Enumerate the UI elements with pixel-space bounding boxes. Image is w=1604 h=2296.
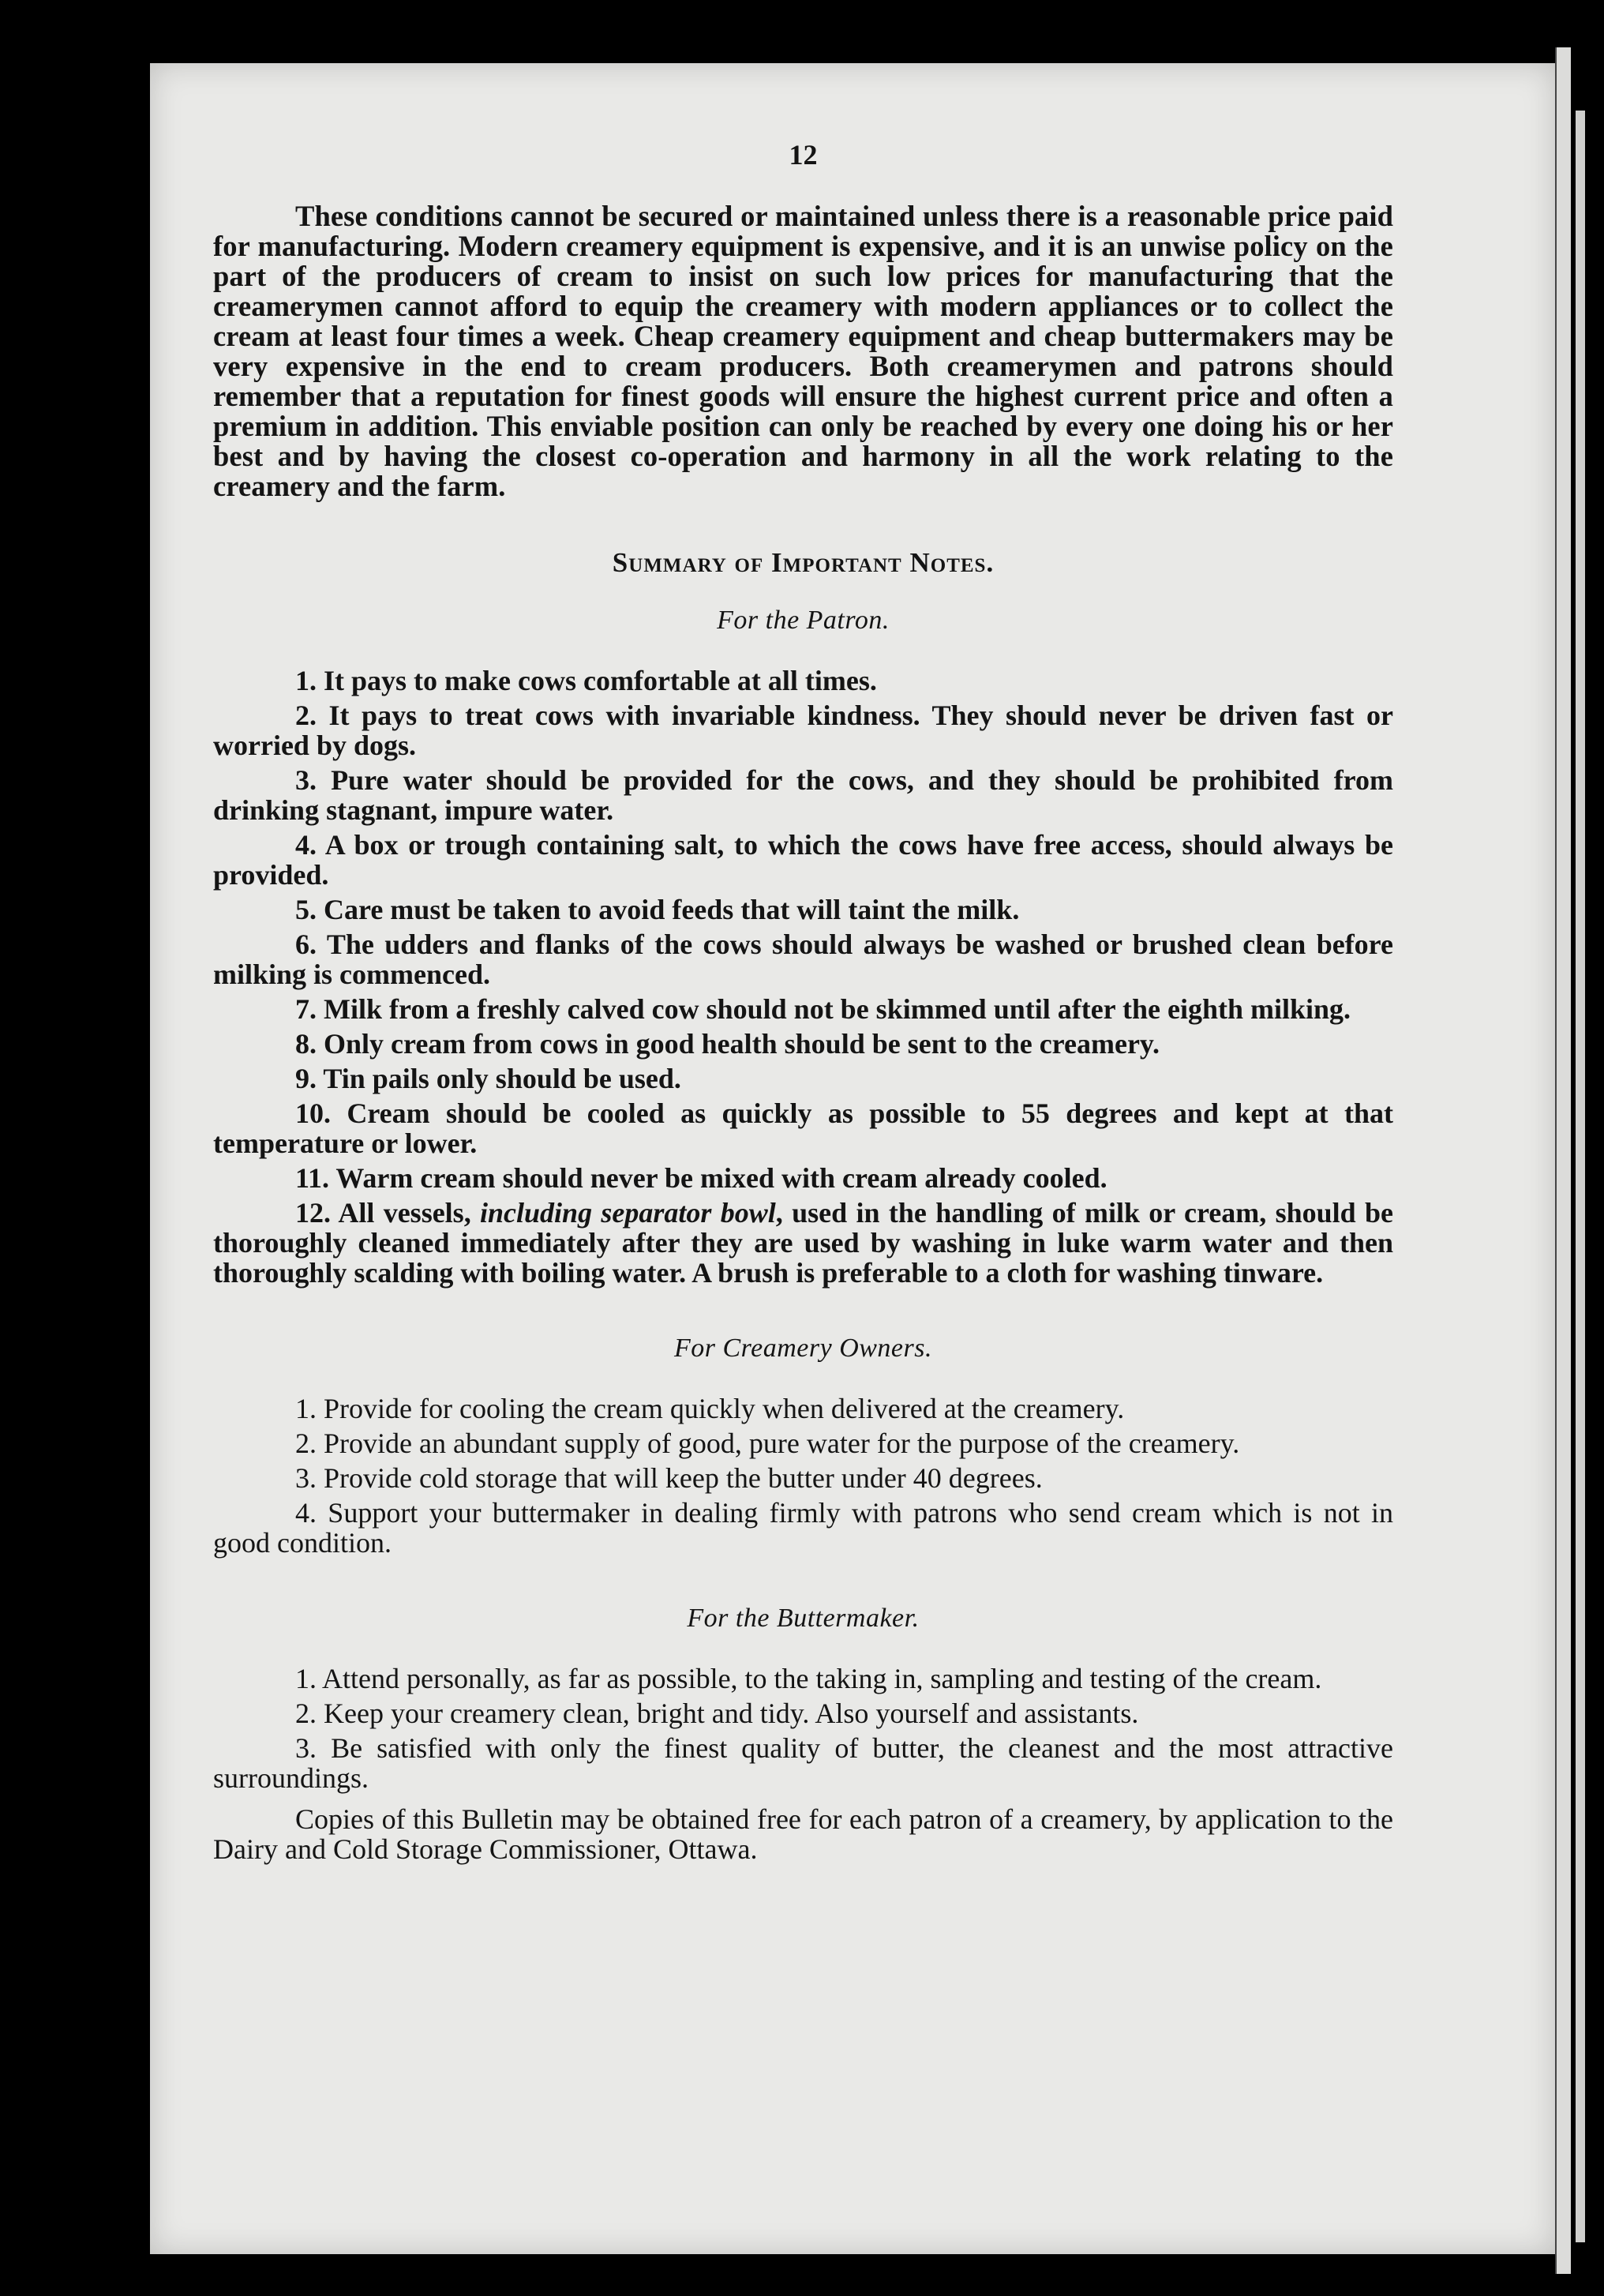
item-text: Be satisfied with only the finest quality of butter, the cleanest and the most attractive surroundings. [213, 1732, 1394, 1794]
list-item [213, 1064, 1393, 1094]
item-text-start: All vessels, [338, 1197, 481, 1229]
item-number: 9. [295, 1063, 317, 1094]
item-text-end: , used in the handling of milk or cream, should be thoroughly cleaned immediately after they are used by washing in luke warm water and then thoroughly scalding with boiling water. A brush is preferable to a cloth for washing tinware. [213, 1197, 1394, 1289]
list-item [213, 895, 1393, 925]
item-number: 3. [295, 1462, 317, 1494]
item-text: Care must be taken to avoid feeds that will taint the milk. [324, 894, 1020, 925]
list-item [213, 830, 1393, 890]
page-number: 12 [789, 139, 818, 171]
page-edge [1555, 47, 1571, 2274]
closing-paragraph: Copies of this Bulletin may be obtained free for each patron of a creamery, by application to the Dairy and Cold Storage Commissioner, Ottawa. [213, 1803, 1393, 1865]
document-page [150, 63, 1555, 2254]
item-number: 1. [295, 1393, 317, 1424]
list-item [213, 1098, 1393, 1158]
item-text: Keep your creamery clean, bright and tidy. Also yourself and assistants. [324, 1698, 1139, 1729]
list-item [213, 1498, 1393, 1558]
list-item [213, 1198, 1393, 1288]
list-item [213, 1698, 1393, 1728]
item-text-italic: including separator bowl [480, 1197, 776, 1229]
item-text: Cream should be cooled as quickly as possible to 55 degrees and kept at that temperature or lower. [213, 1097, 1393, 1159]
item-number: 11. [295, 1162, 330, 1194]
item-number: 2. [295, 1427, 317, 1459]
item-text: Pure water should be provided for the cows, and they should be prohibited from drinking stagnant, impure water. [213, 764, 1393, 826]
item-text: Warm cream should never be mixed with cream already cooled. [335, 1162, 1107, 1194]
patron-list [213, 666, 1393, 1288]
list-item [213, 1428, 1393, 1458]
list-item [213, 1394, 1393, 1424]
buttermaker-list [213, 1664, 1393, 1793]
page-text [213, 138, 1393, 1864]
item-number: 3. [295, 1732, 317, 1764]
item-number: 8. [295, 1028, 317, 1060]
patron-heading: For the Patron. [717, 606, 890, 635]
list-item [213, 1733, 1393, 1793]
list-item [213, 994, 1393, 1024]
item-number: 4. [295, 829, 317, 861]
buttermaker-heading: For the Buttermaker. [687, 1604, 920, 1633]
item-text: Provide for cooling the cream quickly when delivered at the creamery. [324, 1393, 1125, 1424]
item-text: Provide cold storage that will keep the butter under 40 degrees. [324, 1462, 1043, 1494]
item-number: 3. [295, 764, 317, 796]
intro-paragraph: These conditions cannot be secured or maintained unless there is a reasonable price paid for manufacturing. Modern creamery equipment is expensive, and it is an unwise policy on the part of the producers of cream to insist on such low prices for manufacturing that the creamerymen cannot afford to equip the creamery with modern appliances or to collect the cream at least four times a week. Cheap creamery equipment and cheap buttermakers may be very expensive in the end to cream producers. Both creamerymen and patrons should remember that a reputation for finest goods will ensure the highest current price and often a premium in addition. This enviable position can only be reached by every one doing his or her best and by having the closest co-operation and harmony in all the work relating to the creamery and the farm. [213, 200, 1393, 502]
owners-heading: For Creamery Owners. [674, 1334, 932, 1363]
item-text: A box or trough containing salt, to which the cows have free access, should always be provided. [213, 829, 1393, 891]
item-text: Milk from a freshly calved cow should not be skimmed until after the eighth milking. [324, 993, 1351, 1025]
list-item [213, 666, 1393, 696]
list-item [213, 929, 1393, 989]
item-number: 1. [295, 1663, 317, 1694]
list-item [213, 765, 1393, 825]
item-number: 4. [295, 1497, 317, 1529]
list-item [213, 700, 1393, 760]
adjacent-page-edge [1576, 111, 1585, 2242]
item-number: 2. [295, 1698, 317, 1729]
list-item [213, 1163, 1393, 1193]
item-number: 5. [295, 894, 317, 925]
list-item [213, 1029, 1393, 1059]
item-text: Only cream from cows in good health should be sent to the creamery. [324, 1028, 1160, 1060]
item-text: Support your buttermaker in dealing firmly with patrons who send cream which is not in good condition. [213, 1497, 1394, 1559]
item-text: It pays to make cows comfortable at all times. [324, 665, 877, 696]
item-text: Attend personally, as far as possible, to the taking in, sampling and testing of the cream. [322, 1663, 1322, 1694]
item-text: Provide an abundant supply of good, pure water for the purpose of the creamery. [324, 1427, 1240, 1459]
item-number: 10. [295, 1097, 331, 1129]
summary-heading: Summary of Important Notes. [612, 547, 995, 578]
item-number: 7. [295, 993, 317, 1025]
item-number: 6. [295, 929, 317, 960]
item-text: It pays to treat cows with invariable kindness. They should never be driven fast or worried by dogs. [213, 700, 1393, 761]
list-item [213, 1664, 1393, 1694]
owners-list [213, 1394, 1393, 1558]
list-item [213, 1463, 1393, 1493]
item-number: 12. [295, 1197, 331, 1229]
item-text: Tin pails only should be used. [323, 1063, 681, 1094]
item-text: The udders and flanks of the cows should always be washed or brushed clean before milking is commenced. [213, 929, 1393, 990]
item-number: 2. [295, 700, 317, 731]
item-number: 1. [295, 665, 317, 696]
